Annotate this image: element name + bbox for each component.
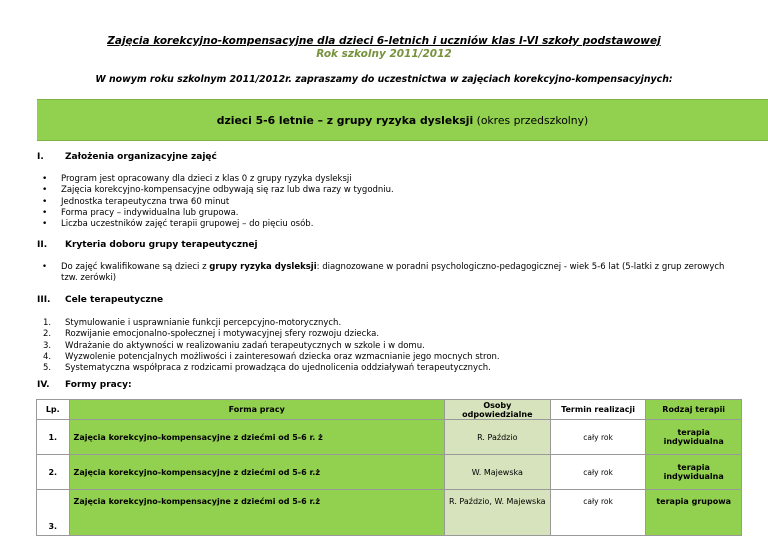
section-title: Formy pracy: [65, 380, 132, 390]
cell-lp: 3. [37, 490, 70, 536]
goals-list [43, 318, 743, 374]
criteria-after: : diagnozowane w poradni psychologiczno-pedagogicznej - wiek 5-6 lat (5-latki z grup zerowych tzw. zerówki) [61, 262, 725, 283]
list-item: • Forma pracy – indywidualna lub grupowa. [39, 208, 739, 219]
list-item: 3. Wdrażanie do aktywności w realizowaniu zadań terapeutycznych w szkole i w domu. [43, 340, 425, 351]
table-header-row [37, 400, 742, 420]
section-number: I. [37, 152, 44, 162]
list-item: 4. Wyzwolenie potencjalnych możliwości i zainteresowań dziecka oraz wzmacnianie jego mocnych stron. [43, 351, 500, 362]
cell-term: cały rok [550, 420, 646, 455]
cell-type: terapia grupowa [646, 490, 742, 536]
header-form: Forma pracy [69, 400, 444, 420]
cell-term: cały rok [550, 490, 646, 536]
section-number: III. [37, 295, 51, 305]
cell-form: Zajęcia korekcyjno-kompensacyjne z dziećmi od 5-6 r. ż [69, 420, 444, 455]
cell-persons: R. Paździo, W. Majewska [444, 490, 550, 536]
forms-table [36, 399, 742, 536]
section-title: Kryteria doboru grupy terapeutycznej [65, 240, 258, 250]
banner-bold: dzieci 5-6 letnie – z grupy ryzyka dysleksji [216, 113, 474, 127]
cell-persons: R. Paździo [444, 420, 550, 455]
section-number: II. [37, 240, 48, 250]
section-title: Założenia organizacyjne zajęć [65, 152, 217, 162]
document-title [0, 35, 768, 61]
group-banner [37, 99, 768, 141]
criteria-before: Do zajęć kwalifikowane są dzieci z [61, 262, 210, 272]
cell-persons: W. Majewska [444, 455, 550, 490]
cell-lp: 1. [37, 420, 70, 455]
title-line-2: Rok szkolny 2011/2012 [316, 48, 452, 60]
cell-form: Zajęcia korekcyjno-kompensacyjne z dziećmi od 5-6 r.ż [69, 455, 444, 490]
bullet-icon: • [42, 262, 48, 272]
table-row [37, 455, 742, 490]
criteria-paragraph [39, 262, 729, 284]
organization-list [39, 174, 739, 230]
section-number: IV. [37, 380, 50, 390]
list-item: • Jednostka terapeutyczna trwa 60 minut [39, 197, 739, 208]
cell-lp: 2. [37, 455, 70, 490]
list-item: 1. Stymulowanie i usprawnianie funkcji percepcyjno-motorycznych. [43, 318, 342, 328]
list-item: • Program jest opracowany dla dzieci z klas 0 z grupy ryzyka dysleksji [39, 174, 739, 185]
table-row [37, 420, 742, 455]
banner-normal: (okres przedszkolny) [473, 113, 589, 127]
list-item: • Liczba uczestników zajęć terapii grupowej – do pięciu osób. [39, 219, 739, 230]
invitation-text: W nowym roku szkolnym 2011/2012r. zapraszamy do uczestnictwa w zajęciach korekcyjno-kompensacyjnych: [95, 74, 673, 85]
cell-type: terapia indywidualna [646, 420, 742, 455]
header-term: Termin realizacji [550, 400, 646, 420]
cell-form: Zajęcia korekcyjno-kompensacyjne z dziećmi od 5-6 r.ż [69, 490, 444, 536]
header-type: Rodzaj terapii [646, 400, 742, 420]
list-item: 5. Systematyczna współpraca z rodzicami prowadząca do ujednolicenia oddziaływań terapeutycznych. [43, 363, 491, 374]
section-title: Cele terapeutyczne [65, 295, 164, 305]
title-line-1: Zajęcia korekcyjno-kompensacyjne dla dzieci 6-letnich i uczniów klas I-VI szkoły podstawowej [107, 35, 661, 47]
header-persons: Osoby odpowiedzialne [444, 400, 550, 420]
table-row [37, 490, 742, 536]
list-item: 2. Rozwijanie emocjonalno-społecznej i motywacyjnej sfery rozwoju dziecka. [43, 329, 380, 340]
header-lp: Lp. [37, 400, 70, 420]
criteria-bold: grupy ryzyka dysleksji [209, 262, 317, 272]
cell-type: terapia indywidualna [646, 455, 742, 490]
list-item: • Zajęcia korekcyjno-kompensacyjne odbywają się raz lub dwa razy w tygodniu. [39, 185, 739, 196]
cell-term: cały rok [550, 455, 646, 490]
